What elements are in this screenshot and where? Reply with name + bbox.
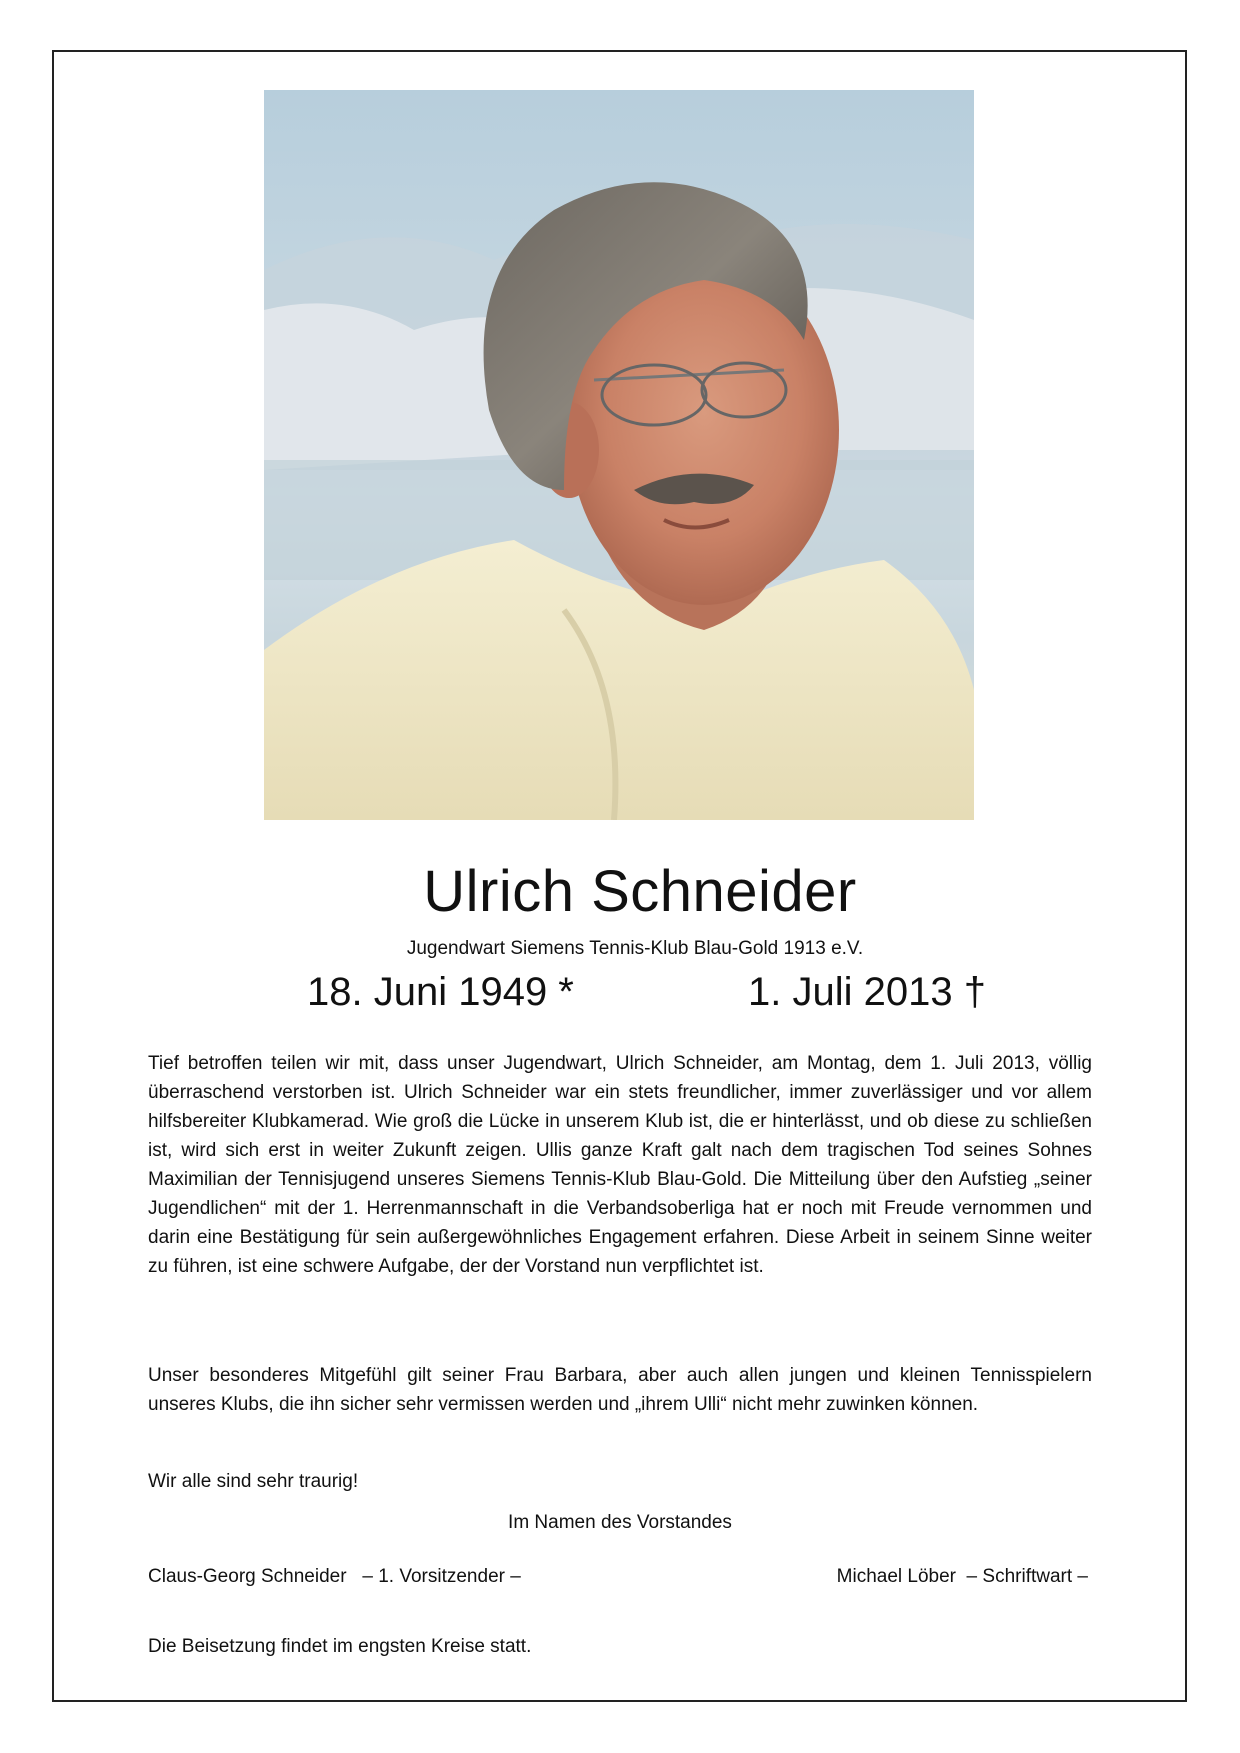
club-role: Jugendwart Siemens Tennis-Klub Blau-Gold 1913 e.V. — [406, 938, 864, 959]
signature-secretary: Michael Löber – Schriftwart – — [836, 1566, 1088, 1587]
birth-date: 18. Juni 1949 * — [307, 970, 574, 1014]
obituary-paragraph-2: Unser besonderes Mitgefühl gilt seiner Frau Barbara, aber auch allen jungen und kleinen Tennisspielern unseres Klubs, die ihn sicher sehr vermissen werden und „ihrem Ulli“ nicht mehr zuwinken können. — [148, 1365, 1092, 1415]
signature-chairman: Claus-Georg Schneider – 1. Vorsitzender – — [148, 1566, 521, 1587]
on-behalf-line: Im Namen des Vorstandes — [508, 1512, 732, 1533]
death-date: 1. Juli 2013 † — [748, 970, 986, 1014]
deceased-name: Ulrich Schneider — [423, 859, 857, 924]
obituary-paragraph-3: Wir alle sind sehr traurig! — [148, 1471, 359, 1492]
obituary-paragraph-1: Tief betroffen teilen wir mit, dass unser Jugendwart, Ulrich Schneider, am Montag, dem 1. Juli 2013, völlig überraschend verstorben ist. Ulrich Schneider war ein stets freundlicher, immer zuverlässiger und vor allem hilfsbereiter Klubkamerad. Wie groß die Lücke in unserem Klub ist, die er hinterlässt, und ob diese zu schließen ist, wird sich erst in weiter Zukunft zeigen. Ullis ganze Kraft galt nach dem tragischen Tod seines Sohnes Maximilian der Tennisjugend unseres Siemens Tennis-Klub Blau-Gold. Die Mitteilung über den Aufstieg „seiner Jugendlichen“ mit der 1. Herrenmannschaft in die Verbandsoberliga hat er noch mit Freude vernommen und darin eine Bestätigung für sein außergewöhnliches Engagement erfahren. Diese Arbeit in seinem Sinne weiter zu führen, ist eine schwere Aufgabe, der der Vorstand nun verpflichtet ist. — [148, 1053, 1092, 1277]
funeral-note: Die Beisetzung findet im engsten Kreise statt. — [148, 1636, 532, 1657]
portrait-photo — [264, 90, 974, 820]
